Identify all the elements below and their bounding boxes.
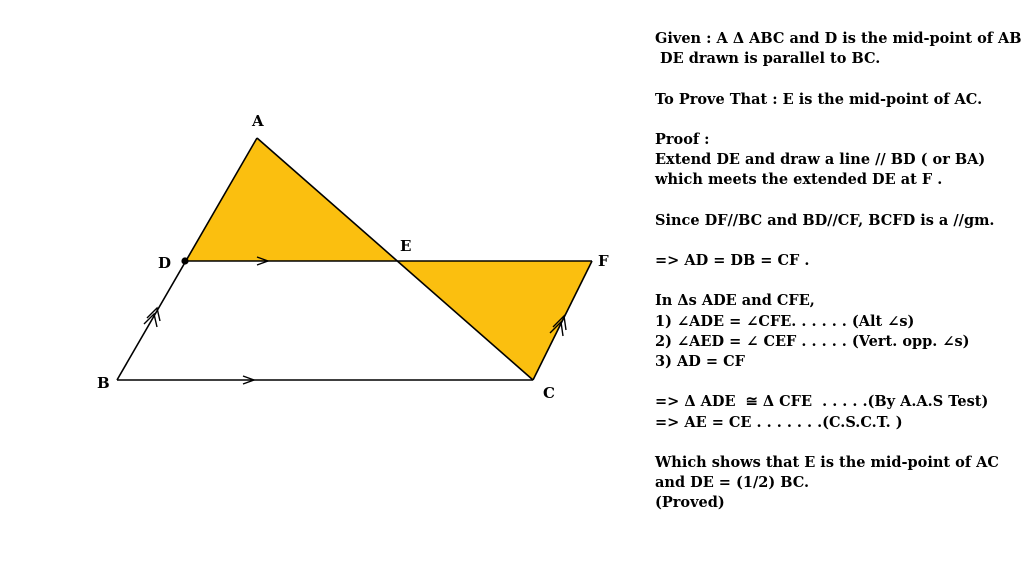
label-e: E [400,237,412,255]
label-d: D [158,254,172,272]
proof-line: and DE = (1/2) BC. [655,474,810,492]
triangle-ade [185,138,397,261]
proof-line: Extend DE and draw a line // BD ( or BA) [655,151,986,169]
proof-line: To Prove That : E is the mid-point of AC. [655,90,983,108]
proof-line: In Δs ADE and CFE, [655,292,815,310]
label-b: B [97,374,110,392]
proof-line: 1) ∠ADE = ∠CFE. . . . . . (Alt ∠s) [655,312,915,330]
proof-line [655,69,1020,89]
proof-line: Proof : [655,130,710,148]
proof-line [655,372,1020,392]
proof-line: (Proved) [655,494,725,512]
proof-line: => AE = CE . . . . . . .(C.S.C.T. ) [655,413,903,431]
proof-line: DE drawn is parallel to BC. [655,50,881,68]
label-c: C [543,384,555,402]
proof-text [655,29,1020,514]
point-d-dot [181,257,188,264]
label-a: A [252,112,264,130]
proof-line: Which shows that E is the mid-point of AC [655,453,999,471]
proof-line: => Δ ADE ≅ Δ CFE . . . . .(By A.A.S Test) [655,393,989,411]
proof-line: 2) ∠AED = ∠ CEF . . . . . (Vert. opp. ∠s) [655,332,970,350]
proof-line [655,110,1020,130]
proof-line [655,231,1020,251]
proof-line: Since DF//BC and BD//CF, BCFD is a //gm. [655,211,995,229]
proof-line [655,433,1020,453]
proof-line [655,271,1020,291]
proof-line: Given : A Δ ABC and D is the mid-point of AB [655,30,1022,47]
proof-line: => AD = DB = CF . [655,252,810,270]
label-f: F [598,252,609,270]
proof-line: 3) AD = CF [655,353,745,370]
proof-line [655,191,1020,211]
proof-line: which meets the extended DE at F . [655,171,943,189]
